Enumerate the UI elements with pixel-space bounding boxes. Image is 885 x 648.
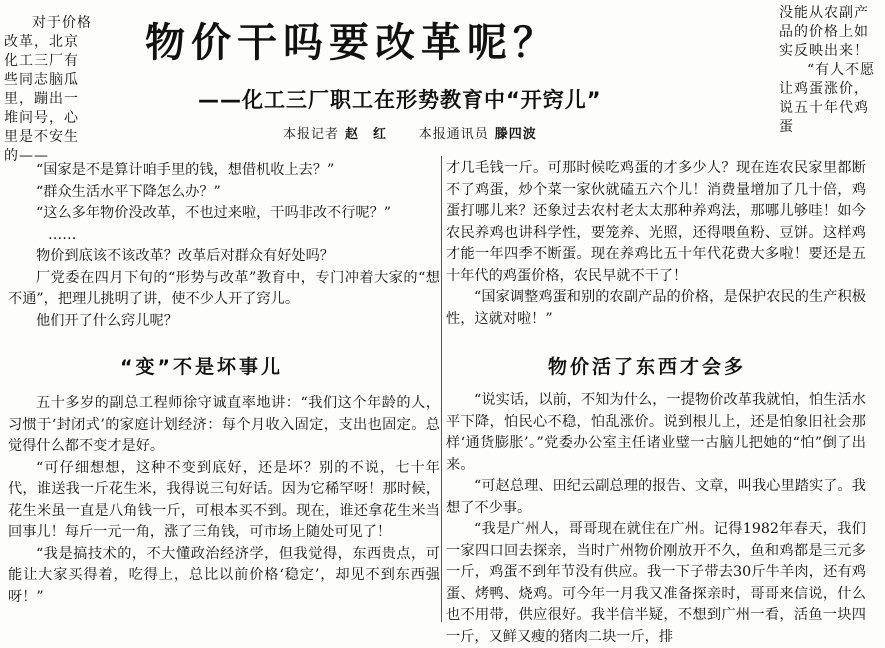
byline: [283, 126, 743, 144]
left-article-column: [8, 160, 440, 332]
article-paragraph: 物价到底该不该改革？改革后对群众有好处吗？: [36, 248, 334, 264]
right-article-column-lower: [446, 390, 866, 648]
right-margin-paragraph: 没能从农副产品的价格上如实反映出来！: [779, 5, 869, 59]
article-paragraph: 五十多岁的副总工程师徐守诚直率地讲：“我们这个年龄的人，习惯于‘封闭式’的家庭计划经济：每个月收入固定，支出也固定。总觉得什么都不变才是好。: [8, 395, 440, 454]
byline-correspondent: 滕四波: [494, 127, 537, 142]
article-paragraph: “说实话，以前，不知为什么，一提物价改革我就怕，怕生活水平下降，怕民心不稳，怕乱涨价。说到根儿上，还是怕象旧社会那样‘通货膨胀’。”党委办公室主任诸业璧一古脑儿把她的“怕”倒了出来。: [446, 392, 866, 473]
article-paragraph: “可仔细想想，这种不变到底好，还是坏？别的不说，七十年代，谁送我一斤花生米，我得说三句好话。因为它稀罕呀！那时候，花生米虽一直是八角钱一斤，可根本买不到。现在，谁还拿花生米当回事儿！每斤一元一角，涨了三角钱，可市场上随处可见了！: [8, 459, 440, 540]
article-paragraph: “可赵总理、田纪云副总理的报告、文章，叫我心里踏实了。我想了不少事。: [446, 478, 866, 516]
article-paragraph: “国家是不是算计咱手里的钱，想借机收上去？”: [36, 162, 335, 178]
right-margin-column: [779, 4, 879, 137]
ellipsis: ……: [48, 226, 77, 243]
byline-reporter: 赵 红: [345, 127, 388, 142]
article-paragraph: “这么多年物价没改革，不也过来啦，干吗非改不行呢？”: [36, 205, 392, 221]
column-divider: [441, 156, 442, 622]
article-paragraph: “国家调整鸡蛋和别的农副产品的价格，是保护农民的生产积极性，这就对啦！”: [446, 289, 866, 327]
section-heading-right: 物价活了东西才会多: [548, 356, 747, 378]
article-paragraph: 才几毛钱一斤。可那时候吃鸡蛋的才多少人？现在连农民家里都断不了鸡蛋，炒个菜一家伙就磕五六个儿！消费量增加了几十倍，鸡蛋打哪儿来？还象过去农村老太太那种养鸡法，那哪儿够哇！如今农民养鸡也讲科学性，要笼养、光照，还得喂鱼粉、豆饼。这样鸡才能一年四季不断蛋。现在养鸡比五十年代花费大多啦！要还是五十年代的鸡蛋价格，农民早就不干了！: [446, 160, 866, 284]
left-margin-text: 对于价格改革，北京化工三厂有些同志脑瓜里，蹦出一堆问号，心里是不安生的——: [4, 15, 92, 164]
byline-correspondent-label: 本报通讯员: [418, 127, 489, 142]
section-heading-left: “变”不是坏事儿: [120, 356, 283, 378]
byline-reporter-label: 本报记者: [283, 127, 340, 142]
article-paragraph: “群众生活水平下降怎么办？”: [36, 183, 221, 200]
left-margin-column: [4, 14, 92, 166]
right-margin-paragraph: “有人不愿让鸡蛋涨价，说五十年代鸡蛋: [779, 62, 876, 135]
left-article-column-lower: [8, 393, 440, 608]
headline-subtitle: ——化工三厂职工在形势教育中“开窍儿”: [198, 88, 602, 112]
right-article-column: [446, 158, 866, 330]
article-paragraph: “我是广州人，哥哥现在就住在广州。记得1982年春天，我们一家四口回去探亲，当时广州物价刚放开不久，鱼和鸡都是三元多一斤，鸡蛋不到年节没有供应。我一下子带去30斤牛羊肉，还有鸡蛋、烤鸭、烧鸡。可今年一月我又准备探亲时，哥哥来信说，什么也不用带，供应很好。我半信半疑，不想到广州一看，活鱼一块四一斤，又鲜又瘦的猪肉二块一斤，排: [446, 521, 866, 645]
headline-title: 物价干吗要改革呢？: [145, 20, 559, 66]
article-paragraph: 他们开了什么窍儿呢？: [36, 312, 178, 329]
article-paragraph: “我是搞技术的，不大懂政治经济学，但我觉得，东西贵点，可能让大家买得着，吃得上，总比以前价格‘稳定’，却见不到东西强呀！”: [8, 545, 440, 605]
article-paragraph: 厂党委在四月下旬的“形势与改革”教育中，专门冲着大家的“想不通”，把理儿挑明了讲，使不少人开了窍儿。: [8, 269, 440, 307]
